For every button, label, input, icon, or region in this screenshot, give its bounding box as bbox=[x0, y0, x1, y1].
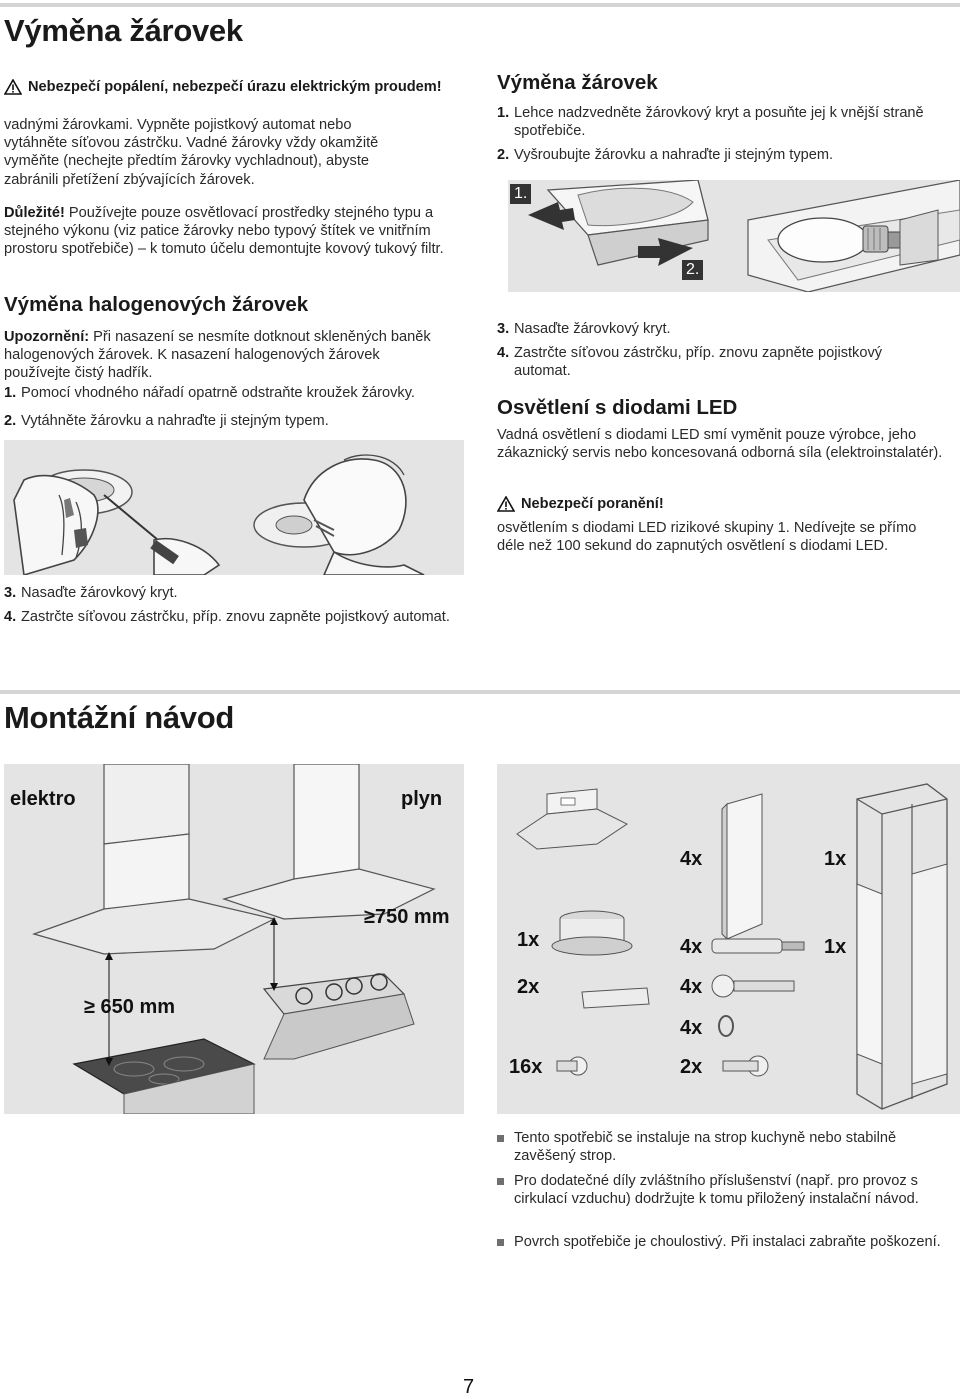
important-paragraph bbox=[4, 204, 464, 259]
warning-icon bbox=[497, 496, 515, 512]
install-bullet-2: Pro dodatečné díly zvláštního příslušenství (např. pro provoz s cirkulací vzduchu) dodržujte k tomu přiložený instalační návod. bbox=[497, 1172, 947, 1208]
count-screw-small: 16x bbox=[509, 1056, 543, 1078]
install-heading: Montážní návod bbox=[4, 700, 235, 735]
count-frame: 1x bbox=[824, 848, 847, 870]
install-bullet-3: Povrch spotřebiče je choulostivý. Při instalaci zabraňte poškození. bbox=[497, 1233, 947, 1251]
electric-label: elektro bbox=[10, 788, 76, 810]
count-bracket-right: 1x bbox=[824, 936, 847, 958]
top-rule bbox=[0, 3, 960, 7]
warning-text: vadnými žárovkami. Vypněte pojistkový automat nebo vytáhněte síťovou zástrčku. Vadné žárovky vždy okamžitě vyměňte (nechejte předtím žárovky vychladnout), abyste zabránili přetížení zbývajících žárovek. bbox=[4, 117, 379, 188]
important-label: Důležité! bbox=[4, 205, 65, 221]
figure-step-1-label: 1. bbox=[510, 184, 531, 204]
parts-figure bbox=[497, 764, 960, 1114]
notice-paragraph bbox=[4, 328, 444, 383]
notice-label: Upozornění: bbox=[4, 329, 90, 345]
count-ring: 1x bbox=[517, 929, 540, 951]
bullet-square-icon bbox=[497, 1239, 504, 1246]
count-panel: 4x bbox=[680, 848, 703, 870]
halogen-step-1: 1. Pomocí vhodného nářadí opatrně odstraňte kroužek žárovky. bbox=[4, 385, 415, 401]
warning-icon bbox=[4, 79, 22, 95]
bulb-step-2: 2. Vyšroubujte žárovku a nahraďte ji stejným typem. bbox=[497, 147, 834, 163]
electric-distance-label: ≥ 650 mm bbox=[84, 996, 176, 1018]
bulb-cover-illustration bbox=[508, 180, 960, 292]
parts-illustration bbox=[497, 764, 960, 1114]
count-washer: 4x bbox=[680, 1017, 703, 1039]
hood-distance-illustration bbox=[4, 764, 464, 1114]
gas-distance-label: ≥750 mm bbox=[364, 906, 450, 928]
count-strip: 2x bbox=[517, 976, 540, 998]
bulb-replacement-heading: Výměna žárovek bbox=[497, 71, 658, 94]
led-heading: Osvětlení s diodami LED bbox=[497, 396, 738, 419]
led-warning-text: osvětlením s diodami LED rizikové skupiny 1. Nedívejte se přímo déle než 100 sekund do zapnutých osvětlení s diodami LED. bbox=[497, 520, 917, 555]
halogen-replacement-figure bbox=[4, 440, 464, 575]
installation-distance-figure bbox=[4, 764, 464, 1114]
bulb-step-4: 4. Zastrčte síťovou zástrčku, příp. znovu zapněte pojistkový automat. bbox=[497, 345, 883, 380]
bulb-cover-figure bbox=[508, 180, 960, 292]
install-bullet-1: Tento spotřebič se instaluje na strop kuchyně nebo stabilně zavěšený strop. bbox=[497, 1129, 947, 1165]
important-text: Používejte pouze osvětlovací prostředky stejného typu a stejného výkonu (viz patice žárovky nebo typový štítek ve vnitřním prostoru spotřebiče) – k tomuto účelu demontujte kovový tukový filtr. bbox=[4, 205, 444, 258]
count-screw-big: 4x bbox=[680, 976, 703, 998]
led-text: Vadná osvětlení s diodami LED smí vyměnit pouze výrobce, jeho zákaznický servis nebo koncesovaná odborná síla (elektroinstalatér). bbox=[497, 427, 943, 462]
halogen-step-2: 2. Vytáhněte žárovku a nahraďte ji stejným typem. bbox=[4, 413, 329, 429]
halogen-step-3: 3. Nasaďte žárovkový kryt. bbox=[4, 585, 178, 601]
notice-text: Při nasazení se nesmíte dotknout skleněných baněk halogenových žárovek. K nasazení halogenových žárovek používejte čistý hadřík. bbox=[4, 329, 431, 382]
count-screw-short: 2x bbox=[680, 1056, 703, 1078]
led-warning-heading: Nebezpečí poranění! bbox=[497, 495, 937, 513]
halogen-illustration bbox=[4, 440, 464, 575]
gas-label: plyn bbox=[401, 788, 443, 810]
bullet-square-icon bbox=[497, 1178, 504, 1185]
halogen-heading: Výměna halogenových žárovek bbox=[4, 293, 309, 316]
figure-step-2-label: 2. bbox=[682, 260, 703, 280]
section-rule bbox=[0, 690, 960, 694]
warning-heading: Nebezpečí popálení, nebezpečí úrazu elektrickým proudem! bbox=[4, 78, 444, 96]
bullet-square-icon bbox=[497, 1135, 504, 1142]
page-number: 7 bbox=[463, 1376, 475, 1398]
count-anchor: 4x bbox=[680, 936, 703, 958]
halogen-step-4: 4. Zastrčte síťovou zástrčku, příp. znovu zapněte pojistkový automat. bbox=[4, 609, 450, 625]
bulb-step-1: 1. Lehce nadzvedněte žárovkový kryt a posuňte jej k vnější straně spotřebiče. bbox=[497, 105, 924, 140]
bulb-step-3: 3. Nasaďte žárovkový kryt. bbox=[497, 321, 671, 337]
page-title: Výměna žárovek bbox=[4, 13, 243, 48]
